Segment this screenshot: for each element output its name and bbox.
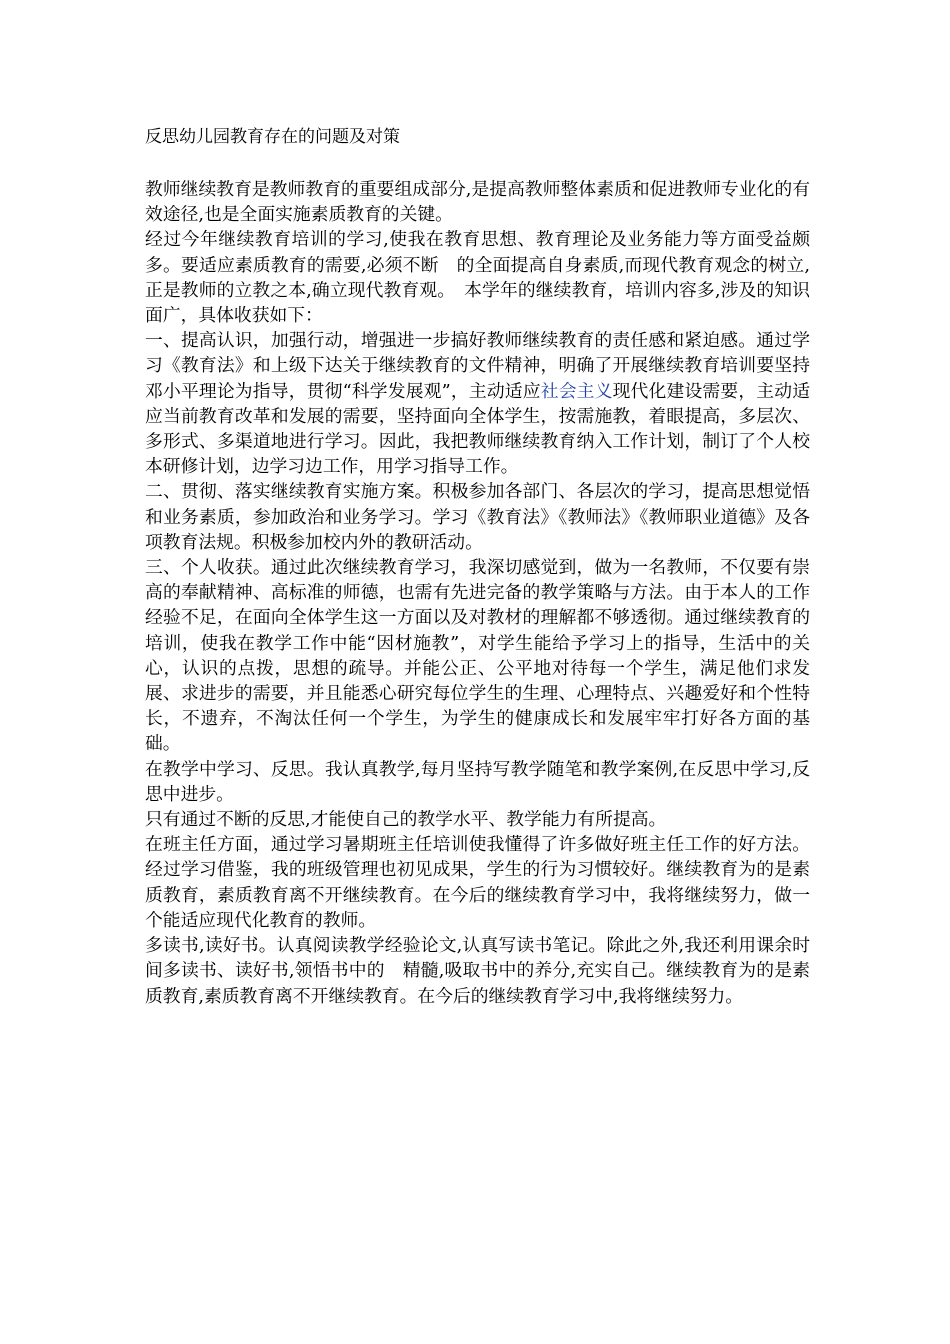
document-title: 反思幼儿园教育存在的问题及对策 (145, 127, 400, 147)
paragraph-section-one-text-before: 一、提高认识，加强行动，增强进一步搞好教师继续教育的责任感和紧迫感。通过学习《教育法》和上级下达关于继续教育的文件精神，明确了开展继续教育培训要坚持邓小平理论为指导，贯彻“科学发展观”，主动适应 (145, 330, 810, 402)
socialism-link[interactable]: 社会主义 (540, 380, 613, 402)
paragraph-section-three: 三、个人收获。通过此次继续教育学习，我深切感觉到，做为一名教师，不仅要有崇高的奉献精神、高标准的师德，也需有先进完备的教学策略与方法。由于本人的工作经验不足，在面向全体学生这一方面以及对教材的理解都不够透彻。通过继续教育的培训，使我在教学工作中能“因材施教”，对学生能给予学习上的指导，生活中的关心，认识的点拨，思想的疏导。并能公正、公平地对待每一个学生，满足他们求发展、求进步的需要，并且能悉心研究每位学生的生理、心理特点、兴趣爱好和个性特长，不遗弃，不淘汰任何一个学生，为学生的健康成长和发展牢牢打好各方面的基础。 (145, 557, 810, 755)
paragraph-section-two: 二、贯彻、落实继续教育实施方案。积极参加各部门、各层次的学习，提高思想觉悟和业务素质，参加政治和业务学习。学习《教育法》《教师法》《教师职业道德》及各项教育法规。积极参加校内外的教研活动。 (145, 481, 810, 553)
paragraph-section-one-text-after: 现代化建设需要，主动适应当前教育改革和发展的需要，坚持面向全体学生，按需施教，着眼提高，多层次、多形式、多渠道地进行学习。因此，我把教师继续教育纳入工作计划，制订了个人校本研修计划，边学习边工作，用学习指导工作。 (145, 380, 810, 478)
paragraph-reading: 多读书,读好书。认真阅读教学经验论文,认真写读书笔记。除此之外,我还利用课余时间多读书、读好书,领悟书中的 精髓,吸取书中的养分,充实自己。继续教育为的是素质教育,素质教育离不开继续教育。在今后的继续教育学习中,我将继续努力。 (145, 935, 810, 1007)
paragraph-reflection: 在教学中学习、反思。我认真教学,每月坚持写教学随笔和教学案例,在反思中学习,反思中进步。 (145, 758, 810, 805)
paragraph-continuous-reflection: 只有通过不断的反思,才能使自己的教学水平、教学能力有所提高。 (145, 809, 667, 831)
paragraph-section-one (145, 328, 810, 479)
paragraph-intro: 教师继续教育是教师教育的重要组成部分,是提高教师整体素质和促进教师专业化的有效途径,也是全面实施素质教育的关键。 (145, 179, 810, 226)
document-body (145, 177, 810, 1009)
paragraph-training-benefits: 经过今年继续教育培训的学习,使我在教育思想、教育理论及业务能力等方面受益颇多。要适应素质教育的需要,必须不断 的全面提高自身素质,而现代教育观念的树立,正是教师的立教之本,确立现代教育观。 本学年的继续教育，培训内容多,涉及的知识面广，具体收获如下： (145, 229, 810, 327)
paragraph-class-teacher: 在班主任方面，通过学习暑期班主任培训使我懂得了许多做好班主任工作的好方法。经过学习借鉴，我的班级管理也初见成果，学生的行为习惯较好。继续教育为的是素质教育，素质教育离不开继续教育。在今后的继续教育学习中，我将继续努力，做一个能适应现代化教育的教师。 (145, 834, 810, 931)
